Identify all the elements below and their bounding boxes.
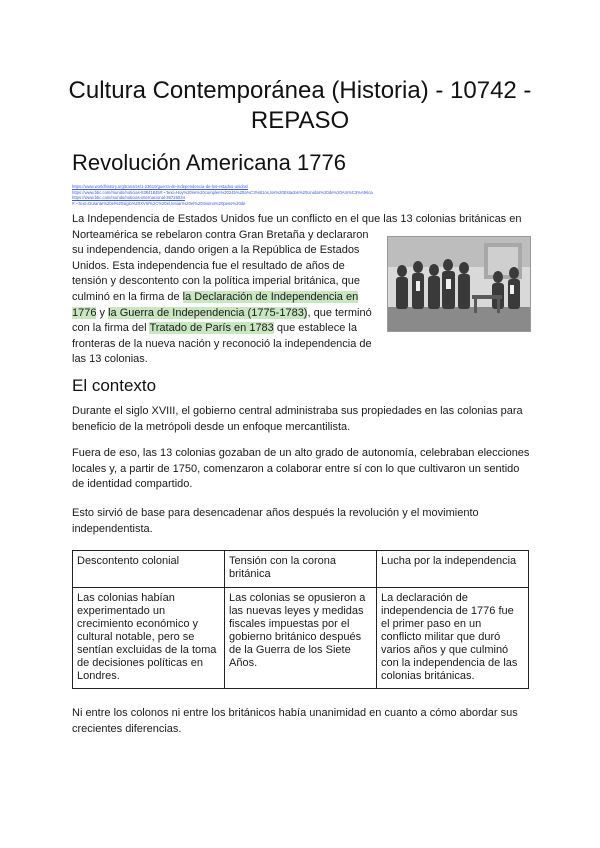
table-header-cell: Lucha por la independencia — [377, 551, 529, 588]
context-table — [72, 550, 529, 689]
source-link[interactable]: https://www.worldhistory.org/trans/es/1-23610/guerra-de-independencia-de-los-estados-unidos/ — [72, 184, 249, 189]
context-paragraph-1: Durante el siglo XVIII, el gobierno central administraba sus propiedades en las colonias para beneficio de la metrópoli desde un enfoque mercantilista. — [72, 405, 523, 433]
historical-engraving-image — [387, 236, 531, 332]
table-header-row — [73, 551, 529, 588]
source-links — [72, 184, 528, 206]
intro-text: con la firma del — [72, 322, 150, 335]
table-header-cell: Descontento colonial — [73, 551, 225, 588]
context-paragraph-2: Fuera de eso, las 13 colonias gozaban de un alto grado de autonomía, celebraban elecciones locales y, a partir de 1750, comenzaron a colaborar entre sí con lo que cultivaron un sentido de identidad compartido. — [72, 447, 530, 491]
intro-line — [72, 290, 372, 306]
intro-line: fronteras de la nueva nación y reconoció la independencia de — [72, 337, 372, 350]
intro-line: su independencia, dando origen a la República de Estados — [72, 244, 360, 257]
engraving-illustration — [388, 237, 530, 331]
highlight-guerra: la Guerra de Independencia (1775-1783) — [108, 306, 308, 319]
intro-text: culminó en la firma de — [72, 290, 183, 303]
intro-text: y — [96, 306, 109, 319]
section-heading-revolucion: Revolución Americana 1776 — [72, 150, 346, 175]
intro-line: tensión y descontento con la política imperial británica, que — [72, 275, 361, 288]
intro-line: las 13 colonias. — [72, 353, 148, 366]
table-cell: Las colonias habían experimentado un crecimiento económico y cultural notable, pero se sentían excluidas de la toma de decisiones políticas en Londres. — [73, 588, 225, 689]
section-heading-contexto: El contexto — [72, 376, 157, 395]
intro-line: Unidos. Esta independencia fue el resultado de años de — [72, 259, 345, 272]
intro-text: , que terminó — [307, 306, 372, 319]
source-link[interactable]: https://www.bbc.com/mundo/noticias-internacional-36726034 — [72, 195, 185, 200]
table-row — [73, 588, 529, 689]
intro-line: La Independencia de Estados Unidos fue un conflicto en el que las 13 colonias británicas en — [72, 213, 522, 225]
highlight-1776: 1776 — [72, 306, 97, 319]
table-cell: Las colonias se opusieron a las nuevas leyes y medidas fiscales impuestas por el gobierno británico después de la Guerra de los Siete Años. — [225, 588, 377, 689]
intro-line: Norteamérica se rebelaron contra Gran Bretaña y declararon — [72, 228, 369, 241]
highlight-declaracion: la Declaración de Independencia en — [182, 290, 359, 303]
intro-line — [72, 306, 372, 322]
intro-line — [72, 321, 372, 337]
table-cell: La declaración de independencia de 1776 fue el primer paso en un conflicto militar que duró varios años y que culminó con la independencia de las colonias británicas. — [377, 588, 529, 689]
context-paragraph-3: Esto sirvió de base para desencadenar años después la revolución y el movimiento independentista. — [72, 507, 479, 535]
context-paragraph-4: Ni entre los colonos ni entre los británicos había unanimidad en cuanto a cómo abordar sus crecientes diferencias. — [72, 707, 518, 735]
intro-text: que establece la — [273, 322, 357, 335]
document-title: Cultura Contemporánea (Historia) - 10742 - REPASO — [68, 77, 532, 134]
source-link[interactable]: #:~:text=Durante%20el%20siglo%20XVIII%2C%20el,tenian%20el%20mismo%20peso%20de — [72, 200, 246, 206]
highlight-tratado: Tratado de París en 1783 — [149, 322, 274, 335]
source-link[interactable]: https://www.bbc.com/mundo/noticias-53841845#:~:text=Hoy%20se%20cumplen%20245%20a%C3%B1os,los%20Estados%20Unidos%20de%20Am%C3%A9rica — [72, 189, 373, 195]
table-header-cell: Tensión con la corona británica — [225, 551, 377, 588]
